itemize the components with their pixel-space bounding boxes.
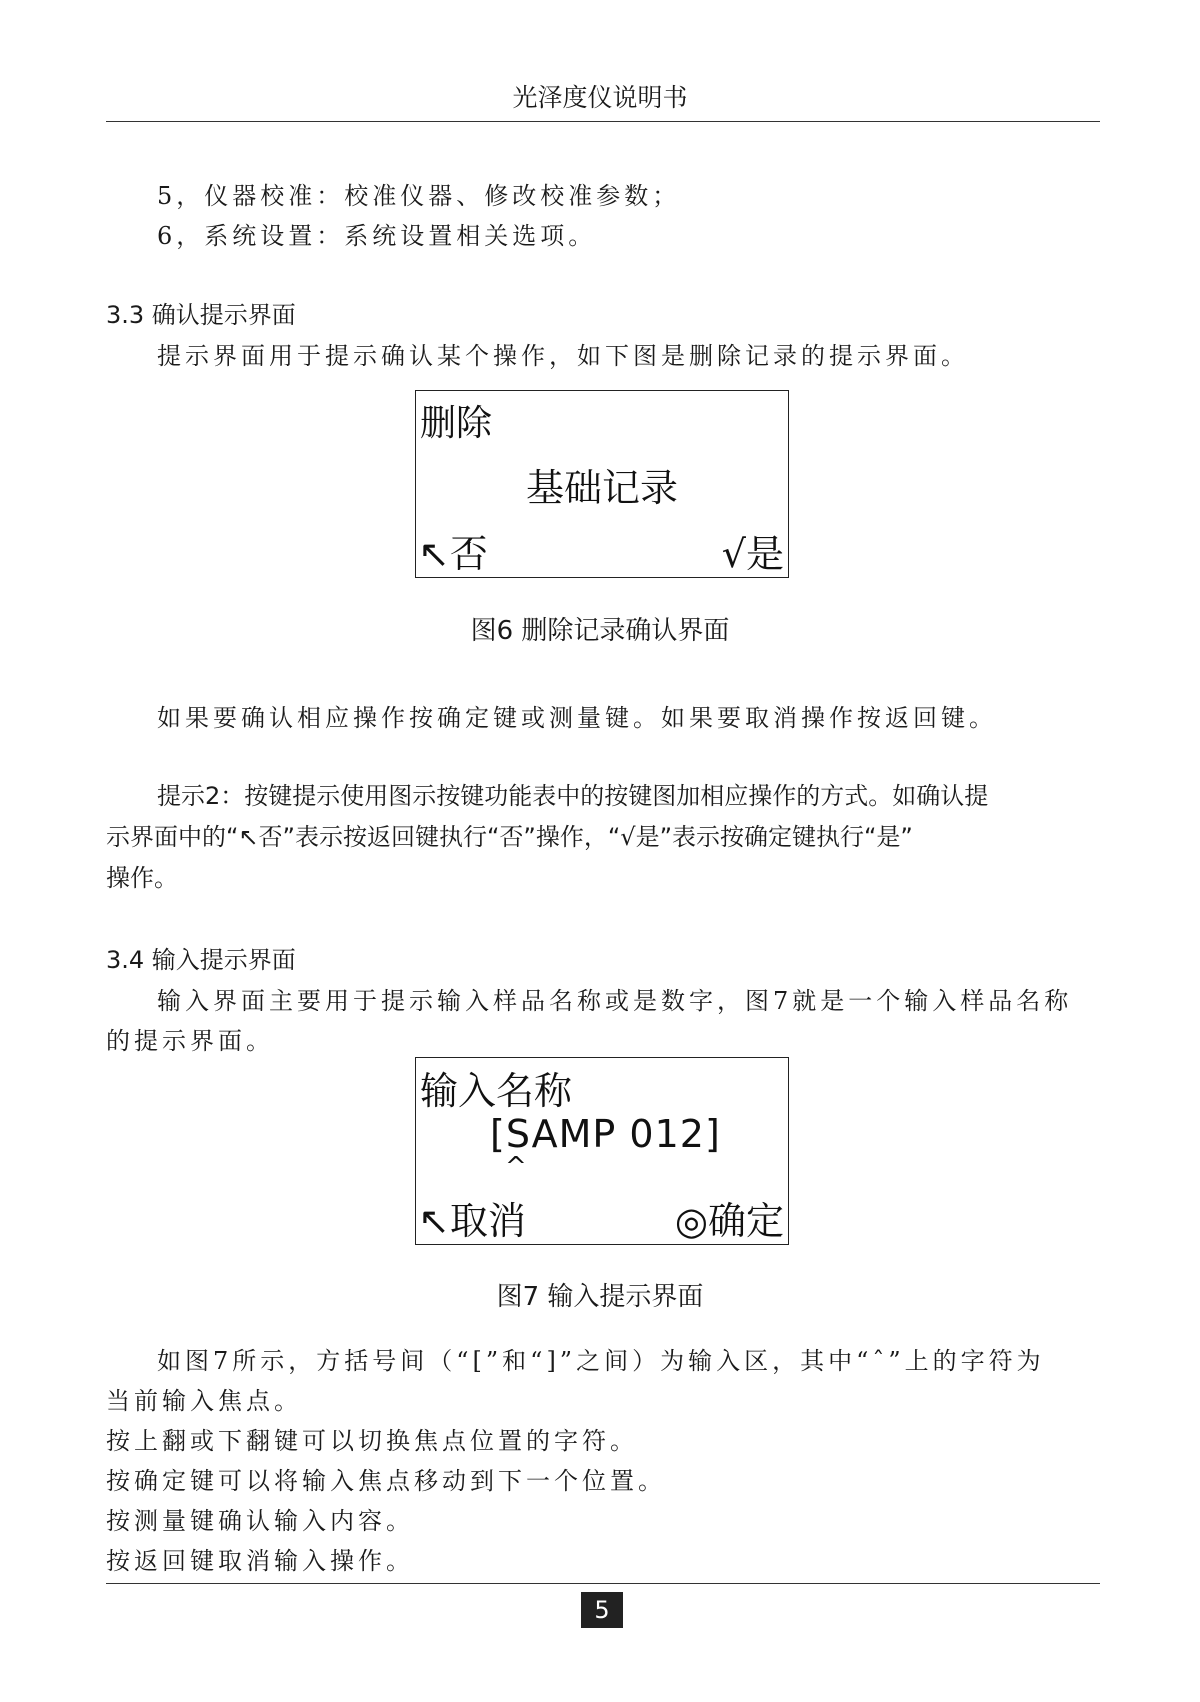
cancel-key-hint: ↖取消	[418, 1199, 526, 1243]
yes-key-hint: √是	[721, 532, 784, 576]
figure-caption-6: 图6 删除记录确认界面	[470, 616, 730, 646]
instruction-line: 按上翻或下翻键可以切换焦点位置的字符。	[106, 1427, 638, 1455]
header-rule	[106, 121, 1100, 122]
list-item: 6，系统设置：系统设置相关选项。	[157, 222, 597, 250]
tip-line: 示界面中的“↖否”表示按返回键执行“否”操作，“√是”表示按确定键执行“是”	[106, 823, 913, 851]
input-field-value: [SAMP 012]	[490, 1112, 721, 1156]
no-key-hint: ↖否	[418, 532, 488, 576]
input-paragraph: 当前输入焦点。	[106, 1387, 302, 1415]
footer-rule	[106, 1583, 1100, 1584]
ok-key-hint	[675, 1190, 784, 1245]
instruction-line: 按测量键确认输入内容。	[106, 1507, 414, 1535]
instruction-line: 按返回键取消输入操作。	[106, 1547, 414, 1575]
tip-line: 提示2：按键提示使用图示按键功能表中的按键图加相应操作的方式。如确认提	[157, 782, 989, 810]
page-header-title: 光泽度仪说明书	[512, 83, 688, 112]
section-intro: 输入界面主要用于提示输入样品名称或是数字，图7就是一个输入样品名称	[157, 987, 1073, 1015]
input-focus-caret: ^	[505, 1152, 527, 1182]
screen-title: 删除	[420, 403, 493, 444]
screen-title: 输入名称	[420, 1069, 573, 1113]
section-heading-3-4: 3.4 输入提示界面	[106, 946, 296, 974]
section-heading-3-3: 3.3 确认提示界面	[106, 301, 296, 329]
section-intro: 的提示界面。	[106, 1027, 274, 1055]
page-number: 5	[581, 1592, 623, 1628]
ok-key-label: 确定	[707, 1199, 784, 1243]
confirm-paragraph: 如果要确认相应操作按确定键或测量键。如果要取消操作按返回键。	[157, 704, 997, 732]
figure-caption-7: 图7 输入提示界面	[496, 1282, 704, 1312]
instruction-line: 按确定键可以将输入焦点移动到下一个位置。	[106, 1467, 666, 1495]
input-paragraph: 如图7所示，方括号间（“[”和“]”之间）为输入区，其中“ˆ”上的字符为	[157, 1347, 1045, 1375]
section-intro: 提示界面用于提示确认某个操作，如下图是删除记录的提示界面。	[157, 342, 969, 370]
tip-line: 操作。	[106, 864, 178, 892]
list-item: 5，仪器校准：校准仪器、修改校准参数；	[157, 182, 681, 210]
target-icon: ◎	[674, 1199, 708, 1243]
input-prompt-screen	[415, 1057, 789, 1245]
delete-confirm-screen	[415, 390, 789, 578]
screen-record-label: 基础记录	[525, 466, 678, 510]
